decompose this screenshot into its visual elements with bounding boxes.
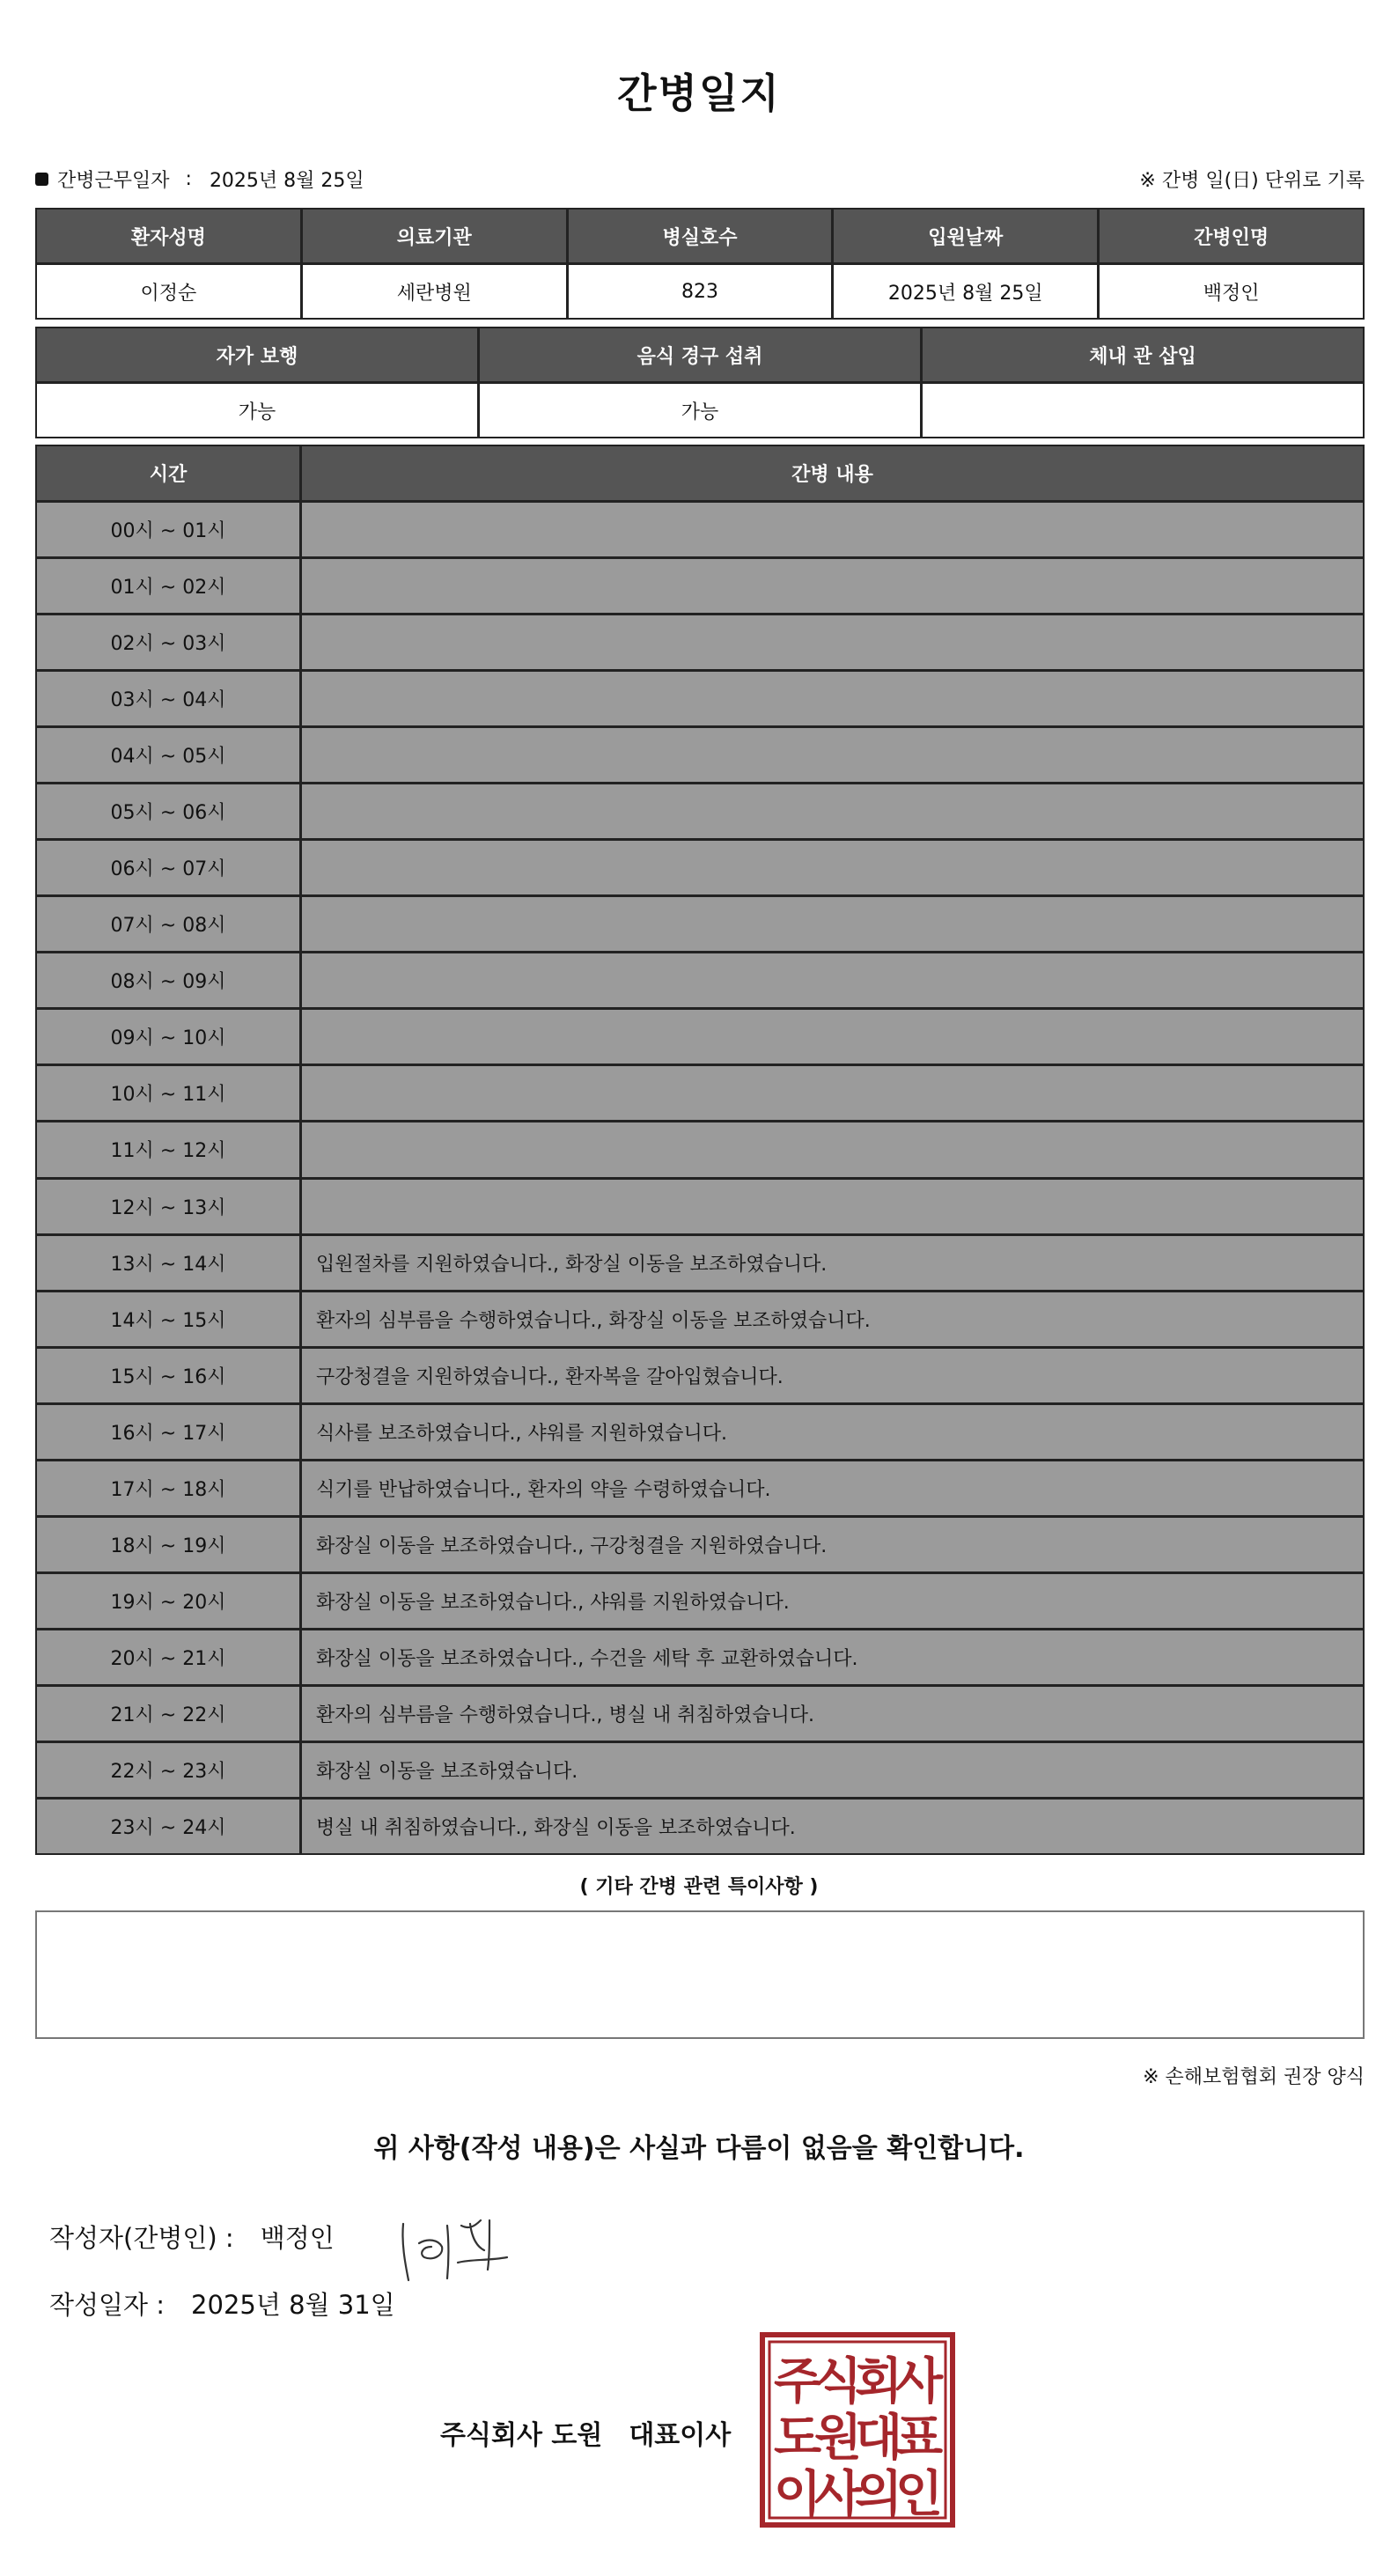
time-cell: 18시 ~ 19시 bbox=[37, 1518, 299, 1571]
header-room-number: 병실호수 bbox=[569, 210, 832, 262]
time-cell: 10시 ~ 11시 bbox=[37, 1066, 299, 1120]
content-cell bbox=[302, 672, 1363, 725]
representative-title: 대표이사 bbox=[629, 2420, 732, 2451]
content-cell bbox=[302, 1122, 1363, 1176]
content-cell bbox=[302, 953, 1363, 1007]
company-seal bbox=[759, 2331, 956, 2528]
company-name: 주식회사 도원 bbox=[440, 2420, 603, 2451]
header-oral-intake: 음식 경구 섭취 bbox=[480, 328, 920, 381]
content-cell bbox=[302, 841, 1363, 894]
time-cell: 11시 ~ 12시 bbox=[37, 1122, 299, 1176]
header-time: 시간 bbox=[37, 446, 299, 500]
header-admission-date: 입원날짜 bbox=[834, 210, 1097, 262]
time-cell: 22시 ~ 23시 bbox=[37, 1743, 299, 1797]
header-care-content: 간병 내용 bbox=[302, 446, 1363, 500]
header-caregiver-name: 간병인명 bbox=[1100, 210, 1363, 262]
content-cell bbox=[302, 1066, 1363, 1120]
confirmation-statement: 위 사항(작성 내용)은 사실과 다름이 없음을 확인합니다. bbox=[373, 2133, 1025, 2164]
svg-text:인: 인 bbox=[894, 2466, 944, 2523]
record-note: ※ 간병 일(日) 단위로 기록 bbox=[1139, 170, 1365, 192]
content-cell: 구강청결을 지원하였습니다., 환자복을 갈아입혔습니다. bbox=[302, 1349, 1363, 1402]
svg-text:이: 이 bbox=[773, 2466, 822, 2523]
content-cell bbox=[302, 503, 1363, 556]
written-date-value: 2025년 8월 31일 bbox=[191, 2290, 395, 2320]
page-title: 간병일지 bbox=[617, 70, 781, 117]
hospital-name: 세란병원 bbox=[303, 265, 566, 318]
content-cell: 화장실 이동을 보조하였습니다. bbox=[302, 1743, 1363, 1797]
work-date-row bbox=[35, 166, 1365, 195]
content-cell: 환자의 심부름을 수행하였습니다., 병실 내 취침하였습니다. bbox=[302, 1687, 1363, 1741]
header-hospital: 의료기관 bbox=[303, 210, 566, 262]
content-cell bbox=[302, 1180, 1363, 1233]
content-cell: 입원절차를 지원하였습니다., 화장실 이동을 보조하였습니다. bbox=[302, 1236, 1363, 1290]
written-date-label: 작성일자 : bbox=[49, 2290, 166, 2320]
patient-name: 이정순 bbox=[37, 265, 300, 318]
remarks-title: ( 기타 간병 관련 특이사항 ) bbox=[579, 1876, 819, 1898]
patient-status-table bbox=[35, 327, 1365, 438]
svg-text:주: 주 bbox=[773, 2353, 822, 2410]
time-cell: 17시 ~ 18시 bbox=[37, 1461, 299, 1515]
work-date-group bbox=[35, 166, 364, 193]
time-cell: 08시 ~ 09시 bbox=[37, 953, 299, 1007]
header-tube-insertion: 체내 관 삽입 bbox=[923, 328, 1363, 381]
content-cell: 화장실 이동을 보조하였습니다., 수건을 세탁 후 교환하였습니다. bbox=[302, 1630, 1363, 1684]
time-cell: 06시 ~ 07시 bbox=[37, 841, 299, 894]
content-cell bbox=[302, 559, 1363, 613]
time-cell: 12시 ~ 13시 bbox=[37, 1180, 299, 1233]
svg-text:사: 사 bbox=[894, 2353, 944, 2410]
time-cell: 09시 ~ 10시 bbox=[37, 1010, 299, 1064]
svg-text:식: 식 bbox=[813, 2353, 863, 2410]
standard-form-note: ※ 손해보험협회 권장 양식 bbox=[1143, 2066, 1365, 2088]
work-date-colon: : bbox=[185, 168, 192, 190]
content-cell: 식사를 보조하였습니다., 샤워를 지원하였습니다. bbox=[302, 1405, 1363, 1459]
svg-text:표: 표 bbox=[894, 2410, 944, 2467]
content-cell: 화장실 이동을 보조하였습니다., 구강청결을 지원하였습니다. bbox=[302, 1518, 1363, 1571]
time-cell: 01시 ~ 02시 bbox=[37, 559, 299, 613]
time-cell: 03시 ~ 04시 bbox=[37, 672, 299, 725]
time-cell: 00시 ~ 01시 bbox=[37, 503, 299, 556]
oral-intake-value: 가능 bbox=[480, 384, 920, 437]
content-cell bbox=[302, 1010, 1363, 1064]
time-cell: 20시 ~ 21시 bbox=[37, 1630, 299, 1684]
svg-text:원: 원 bbox=[813, 2410, 863, 2467]
writer-label: 작성자(간병인) : bbox=[49, 2223, 234, 2253]
time-cell: 15시 ~ 16시 bbox=[37, 1349, 299, 1402]
content-cell: 병실 내 취침하였습니다., 화장실 이동을 보조하였습니다. bbox=[302, 1800, 1363, 1853]
square-bullet-icon bbox=[35, 173, 48, 186]
writer-row bbox=[49, 2219, 335, 2255]
time-cell: 07시 ~ 08시 bbox=[37, 897, 299, 951]
svg-text:도: 도 bbox=[773, 2410, 822, 2467]
content-cell: 식기를 반납하였습니다., 환자의 약을 수령하였습니다. bbox=[302, 1461, 1363, 1515]
tube-insertion-value bbox=[923, 384, 1363, 437]
svg-text:회: 회 bbox=[854, 2353, 903, 2410]
header-self-walking: 자가 보행 bbox=[37, 328, 477, 381]
company-row bbox=[440, 2413, 731, 2452]
content-cell: 화장실 이동을 보조하였습니다., 샤워를 지원하였습니다. bbox=[302, 1574, 1363, 1628]
svg-text:의: 의 bbox=[854, 2466, 903, 2523]
svg-text:대: 대 bbox=[854, 2410, 903, 2467]
writer-name: 백정인 bbox=[260, 2223, 335, 2253]
header-patient-name: 환자성명 bbox=[37, 210, 300, 262]
svg-text:사: 사 bbox=[813, 2466, 863, 2523]
remarks-box bbox=[35, 1910, 1365, 2039]
time-cell: 05시 ~ 06시 bbox=[37, 784, 299, 838]
self-walking-value: 가능 bbox=[37, 384, 477, 437]
time-cell: 21시 ~ 22시 bbox=[37, 1687, 299, 1741]
time-cell: 16시 ~ 17시 bbox=[37, 1405, 299, 1459]
work-date-value: 2025년 8월 25일 bbox=[209, 170, 364, 192]
time-cell: 13시 ~ 14시 bbox=[37, 1236, 299, 1290]
time-cell: 19시 ~ 20시 bbox=[37, 1574, 299, 1628]
time-cell: 23시 ~ 24시 bbox=[37, 1800, 299, 1853]
content-cell bbox=[302, 728, 1363, 782]
content-cell bbox=[302, 615, 1363, 669]
patient-info-table bbox=[35, 208, 1365, 320]
care-log-table bbox=[35, 445, 1365, 1855]
content-cell: 환자의 심부름을 수행하였습니다., 화장실 이동을 보조하였습니다. bbox=[302, 1292, 1363, 1346]
room-number: 823 bbox=[569, 265, 832, 318]
content-cell bbox=[302, 784, 1363, 838]
work-date-label: 간병근무일자 bbox=[57, 170, 170, 192]
written-date-row bbox=[49, 2285, 395, 2322]
time-cell: 14시 ~ 15시 bbox=[37, 1292, 299, 1346]
time-cell: 02시 ~ 03시 bbox=[37, 615, 299, 669]
time-cell: 04시 ~ 05시 bbox=[37, 728, 299, 782]
handwritten-signature bbox=[393, 2208, 533, 2287]
content-cell bbox=[302, 897, 1363, 951]
caregiver-name: 백정인 bbox=[1100, 265, 1363, 318]
admission-date: 2025년 8월 25일 bbox=[834, 265, 1097, 318]
